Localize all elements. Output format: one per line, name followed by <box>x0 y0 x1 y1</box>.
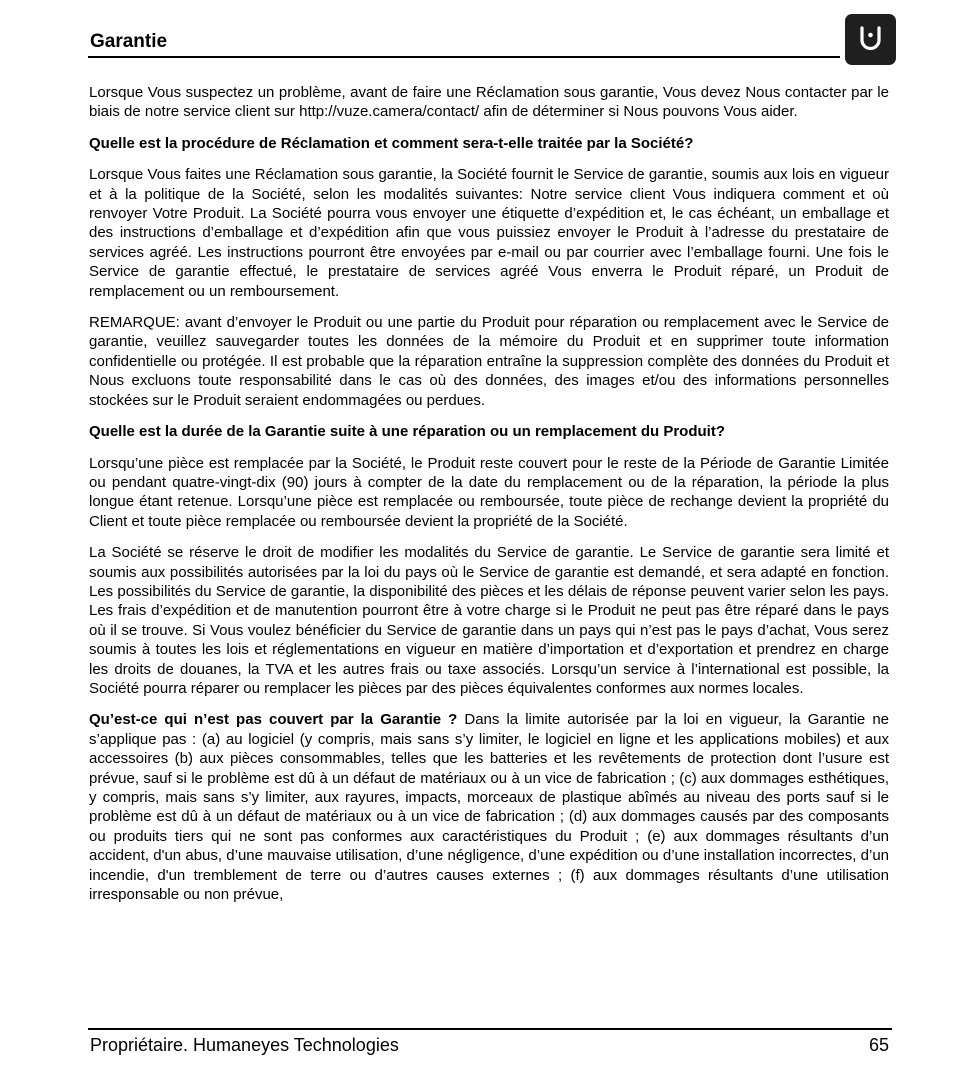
paragraph-not-covered <box>89 710 889 904</box>
question-claim-procedure: Quelle est la procédure de Réclamation et comment sera-t-elle traitée par la Société? <box>89 134 694 152</box>
page-body <box>89 83 889 916</box>
footer-owner: Propriétaire. Humaneyes Technologies <box>90 1035 399 1055</box>
page-header <box>88 28 840 58</box>
question-warranty-duration: Quelle est la durée de la Garantie suite à une réparation ou un remplacement du Produit? <box>89 423 725 441</box>
not-covered-lead: Qu’est-ce qui n’est pas couvert par la Garantie ? <box>89 711 458 729</box>
page-title: Garantie <box>90 31 168 52</box>
not-covered-body: Dans la limite autorisée par la loi en vigueur, la Garantie ne s’applique pas : (a) au logiciel (y compris, mais sans s’y limiter, le logiciel en ligne et les applications mobiles) et aux accessoires (b) aux pièces consommables, telles que les batteries et les revêtements de protection dont l’usure est prévue, sauf si le problème est dû à un défaut de matériaux ou à un vice de fabrication ; (c) aux dommages esthétiques, y compris, mais sans s’y limiter, aux rayures, impacts, morceaux de plastique abîmés au niveau des ports sauf si le problème est dû à un défaut de matériaux ou à un vice de fabrication ; (d) aux dommages causés par des composants ou produits tiers qui ne sont pas conformes aux caractéristiques du Produit ; (e) aux dommages résultants d’un accident, d'un abus, d’une mauvaise utilisation, d’une négligence, d’une expédition ou d’une installation incorrectes, d’un incendie, d'un tremblement de terre ou d’autres causes externes ; (f) aux dommages résultants d’une utilisation irresponsable ou non prévue, <box>89 711 889 904</box>
paragraph-warranty-duration: Lorsqu’une pièce est remplacée par la Société, le Produit reste couvert pour le reste de la Période de Garantie Limitée ou pendant quatre-vingt-dix (90) jours à compter de la date du remplacement ou de la réparation, la période la plus longue étant retenue. Lorsqu’une pièce est remplacée ou remboursée, toute pièce de rechange devient la propriété du Client et toute pièce remplacée ou remboursée devient la propriété de la Société. <box>89 454 889 530</box>
paragraph-service-terms: La Société se réserve le droit de modifier les modalités du Service de garantie. Le Service de garantie sera limité et soumis aux possibilités autorisées par la loi du pays où le Service de garantie est demandé, et sera adapté en fonction. Les possibilités du Service de garantie, la disponibilité des pièces et les délais de réponse peuvent varier selon les pays. Les frais d’expédition et de manutention pourront être à votre charge si le Produit ne peut pas être réparé dans le pays où il se trouve. Si Vous voulez bénéficier du Service de garantie dans un pays qui n’est pas le pays d’achat, Vous serez soumis à toutes les lois et réglementations en vigueur en matière d’importation et d’exportation et prendrez en charge les droits de douanes, la TVA et les autres frais ou taxe associés. Lorsqu’un service à l’international est possible, la Société pourra réparer ou remplacer les pièces par des pièces équivalentes conformes aux normes locales. <box>89 544 889 697</box>
page-footer <box>88 1028 892 1060</box>
vuze-logo-icon <box>845 14 896 65</box>
page-number: 65 <box>868 1035 889 1055</box>
paragraph-claim-procedure: Lorsque Vous faites une Réclamation sous garantie, la Société fournit le Service de garantie, soumis aux lois en vigueur et à la politique de la Société, selon les modalités suivantes: Notre service client Vous indiquera comment et où renvoyer Votre Produit. La Société pourra vous envoyer une étiquette d’expédition et, le cas échéant, un emballage et des instructions d’emballage et d’expédition afin que vous puissiez envoyer le Produit à l’adresse du prestataire de services agréé. Les instructions pourront être envoyées par e-mail ou par courrier avec l’emballage fourni. Une fois le Service de garantie effectué, le prestataire de services agréé Vous enverra le Produit réparé, un Produit de remplacement ou un remboursement. <box>89 166 889 300</box>
paragraph-contact: Lorsque Vous suspectez un problème, avant de faire une Réclamation sous garantie, Vous devez Nous contacter par le biais de notre service client sur http://vuze.camera/contact/ afin de déterminer si Nous pouvons Vous aider. <box>89 84 889 121</box>
paragraph-remark: REMARQUE: avant d’envoyer le Produit ou une partie du Produit pour réparation ou remplacement avec le Service de garantie, veuillez sauvegarder toutes les données de la mémoire du Produit et en supprimer toute information confidentielle ou protégée. Il est probable que la réparation entraîne la suppression complète des données du Produit et Nous excluons toute responsabilité dans le cas où des données, des images et/ou des informations personnelles stockées sur le Produit seraient endommagées ou perdues. <box>89 314 889 409</box>
vuze-logo-icon-graphic <box>845 14 896 65</box>
